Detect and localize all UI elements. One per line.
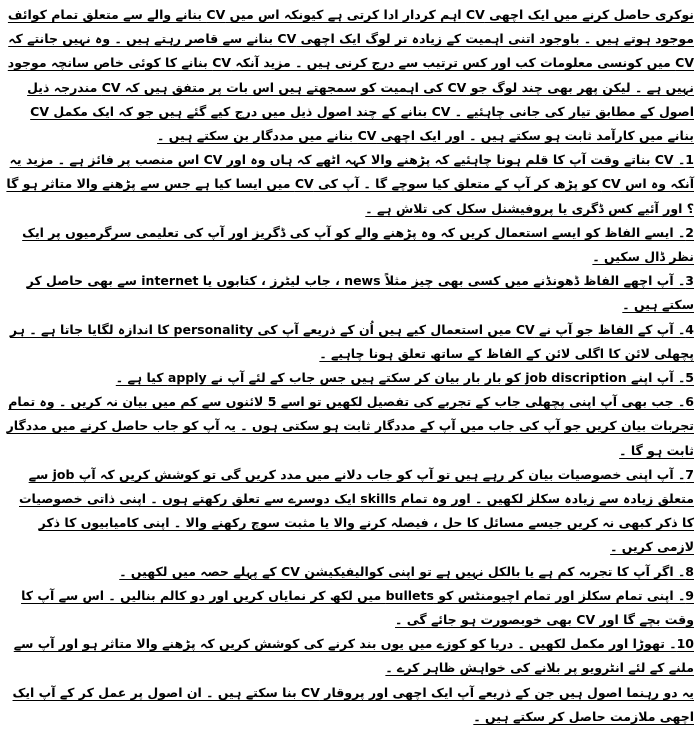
conclusion-paragraph: یہ دو رہنما اصول ہیں جن کے ذریعے آپ ایک اچھی اور پروقار CV بنا سکتے ہیں ۔ ان اصول پر عمل کر کے آپ ایک اچھی ملازمت حاصل کر سکتے ہیں ۔ xyxy=(12,684,694,724)
intro-paragraph: نوکری حاصل کرنے میں ایک اچھی CV اہم کردار ادا کرتی ہے کیونکہ اس میں CV بنانے والے سے متعلق تمام کوائف موجود ہوتے ہیں ۔ باوجود اتنی اہمیت کے زیادہ تر لوگ ایک اچھی CV بنانے سے قاصر رہتے ہیں ۔ وہ نہیں جانتے کہ CV میں کونسی معلومات کب اور کس ترتیب سے درج کرنی ہیں ۔ مزید آنکہ CV بنانے کا کوئی خاص سانچہ موجود نہیں ہے ۔ لیکن پھر بھی چند لوگ جو CV کی اہمیت کو سمجھتے ہیں اس بات پر متفق ہیں کہ CV مندرجہ ذیل اصول کے مطابق تیار کی جانی چاہئیے ۔ CV بنانے کے چند اصول ذیل میں درج کیے گئے ہیں جو کہ ایک مکمل CV بنانے میں کارآمد ثابت ہو سکتے ہیں ۔ اور ایک اچھی CV بنانے میں مددگار بن سکتے ہیں ۔ xyxy=(7,7,694,144)
tip-5: 5۔ آپ اپنے job discription کو بار بار بیان کر سکتے ہیں جس جاب کے لئے آپ نے apply کیا ہے ۔ xyxy=(115,370,694,386)
tip-9: 9۔ اپنی تمام سکلز اور تمام اچیومنٹس کو bullets میں لکھ کر نمایاں کریں اور دو کالم بنالیں ۔ اس سے آپ کا وقت بچے گا اور CV بھی خوبصورت ہو جائے گی ۔ xyxy=(21,587,694,628)
tip-7: 7۔ آپ اپنی خصوصیات بیان کر رہے ہیں تو آپ کو جاب دلانے میں مدد کریں گی تو کوشش کریں کہ آپ job سے متعلق زیادہ سے زیادہ سکلز لکھیں ۔ اور وہ تمام skills ایک دوسرے سے تعلق رکھتے ہوں ۔ اپنی ذاتی خصوصیات کا ذکر کبھی نہ کریں جیسے مسائل کا حل ، فیصلہ کرنے والا یا مثبت سوچ رکھنے والا ۔ اپنی کامیابیوں کا ذکر لازمی کریں ۔ xyxy=(19,466,694,555)
tip-4: 4۔ آپ کے الفاظ جو آپ نے CV میں استعمال کیے ہیں اُن کے ذریعے آپ کی personality کا اندازہ لگایا جاتا ہے ۔ ہر پچھلی لائن کا اگلی لائن کے الفاظ کے ساتھ تعلق ہونا چاہیے ۔ xyxy=(9,321,694,361)
tip-8: 8۔ اگر آپ کا تجربہ کم ہے یا بالکل نہیں ہے تو اپنی کوالیفیکیشن CV کے پہلے حصہ میں لکھیں ۔ xyxy=(119,563,694,579)
tip-2: 2۔ ایسے الفاظ کو ایسے استعمال کریں کہ وہ پڑھنے والے کو آپ کی ڈگریز اور آپ کی تعلیمی سرگرمیوں پر ایک نظر ڈال سکیں ۔ xyxy=(22,224,694,265)
tip-10: 10۔ تھوڑا اور مکمل لکھیں ۔ دریا کو کوزے میں یوں بند کرنے کی کوشش کریں کہ پڑھنے والا متاثر ہو اور آپ سے ملنے کے لئے انٹرویو پر بلانے کی خواہش ظاہر کرے ۔ xyxy=(13,636,694,676)
tip-3: 3۔ آپ اچھے الفاظ ڈھونڈنے میں کسی بھی چیز مثلاً news ، جاب لیٹرز ، کتابوں یا internet سے بھی حاصل کر سکتے ہیں ۔ xyxy=(26,273,694,313)
tip-6: 6۔ جب بھی آپ اپنی پچھلی جاب کے تجربے کی تفصیل لکھیں تو اسے 5 لائنوں سے کم میں بیان نہ کریں ۔ وہ تمام تجربات بیان کریں جو آپ کی جاب میں آپ کے مددگار ثابت ہو سکتی ہوں ۔ یہ آپ کو جاب حاصل کرنے میں مددگار ثابت ہو گا ۔ xyxy=(6,394,694,458)
tip-1: 1۔ CV بناتے وقت آپ کا قلم ہونا چاہئیے کہ پڑھنے والا کہہ اٹھے کہ ہاں وہ اور CV اس منصب پر فائز ہے ۔ مزید یہ آنکہ وہ اس CV کو پڑھ کر آپ کے متعلق کیا سوچے گا ۔ آپ کی CV میں ایسا کیا ہے جس سے پڑھنے والا متاثر ہو گا ؟ اور آئیے کس ڈگری یا پروفیشنل سکل کی تلاش ہے ۔ xyxy=(6,152,694,216)
